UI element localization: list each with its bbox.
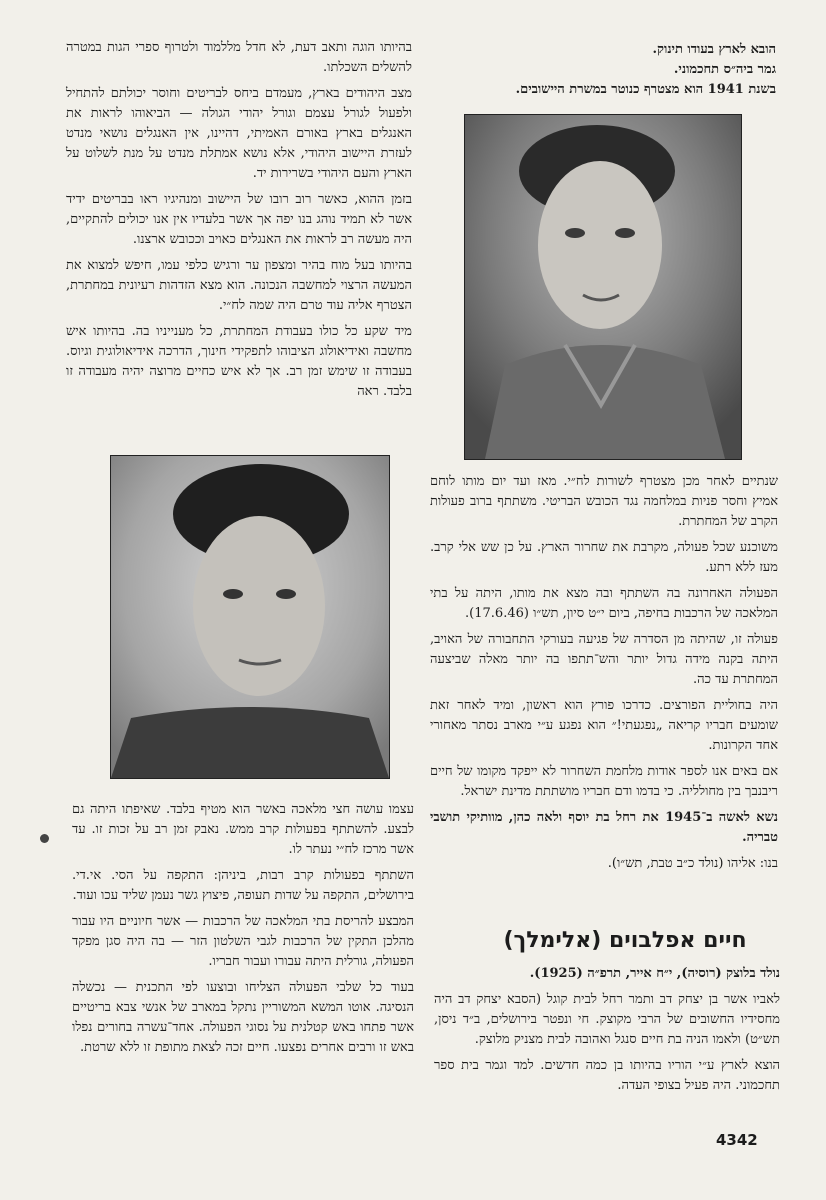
paragraph: בעוד כל שלבי הפעולה הצליחו ובוצעו לפי התכנית — נכשלה הנסיגה. אוטו המשא המשוריין נתקל במארב של אנשי צבא בריטיים אשר פתחו באש קטלנית על נסוגי הפעולה. אחד־עשרה בחורים נפלו באש זו ורבים אחרים נפצעו. חיים זכה לצאת מתופת זו ללא שרטת.: [72, 980, 414, 1055]
paragraph: הובא לארץ בעודו תינוק.: [652, 42, 776, 57]
portrait-photo-1: [464, 114, 742, 460]
paragraph: לאביו אשר בן יצחק דב ותמר רחל לבית קוגל (הסבא יצחק דב היה מחסידיו החשובים של הרבי מקוצק. חי ונפטר בירושלים, ב״ד ניסן, תש״ט) ולאמו הניה בת חיים סנגל ואהובה לבית מצניק מלוצק.: [434, 992, 780, 1047]
right-column-middle: [430, 472, 778, 880]
paragraph: מיד שקע כל כולו בעבודת המחתרת, כל מענייניו בה. בהיותו איש מחשבה ואידיאולוג הציבוהו לתפקידי חינוך, הדרכה אידיאולוגית וגיוס. בעבודה זו שימש זמן רב. אך לא איש כחיים מרוצה יהיה מעבודה זו בלבד. ראה: [66, 324, 412, 399]
paragraph: השתתף בפעולות קרב רבות, ביניהן: התקפה על הסי. אי.די. בירושלים, התקפה על שדות תעופה, פיצוץ גשר נעמן שליד עכו ועוד.: [72, 868, 414, 903]
paragraph: היה בחוליית הפורצים. כדרכו פורץ הוא ראשון, ומיד לאחר זאת שומעים חבריו קריאה „נפגעתי!״ הוא נפגע ע״י מארב נסתר מאחורי אחד הקרונות.: [430, 698, 778, 753]
page-number: 4342: [716, 1131, 758, 1149]
right-column-bottom: [434, 964, 780, 1102]
paragraph: בזמן ההוא, כאשר רוב רובו של היישוב ומנהיגיו ראו בבריטים ידיד אשר לא תמיד נוהג בנו יפה אך אשר בלעדיו אין אנו יכולים להתקיים, היה מעשה רב לראות את האנגלים כאויב וככובש ארצנו.: [66, 192, 412, 247]
paragraph: מצב היהודים בארץ, מעמדם ביחס לבריטים וחוסר יכולתם להתחיל ולפעול לגורל עצמם וגורל יהודי הגולה — הביאוהו לראות את האנגלים בארץ באורם האמיתי, דהיינו, אין האנגלים נושאי מנדט לעזרת היישוב היהודי, אלא נושא אמתלת מנדט על מנת לשלוט על הארץ והעם היהודי בשרירות יד.: [66, 86, 412, 181]
person-name-heading: חיים אפלבוים (אלימלך): [503, 928, 747, 953]
paragraph: משוכנע שכל פעולה, מקרבת את שחרור הארץ. על כן שש אלי קרב. מעז ללא רתע.: [430, 540, 778, 575]
paragraph: הפעולה האחרונה בה השתתף ובה מצא את מותו, היתה על בתי המלאכה של הרכבות בחיפה, ביום י״ט סיון, תש״ו (17.6.46).: [430, 586, 778, 621]
paragraph: גמר ביה״ס תחכמוני.: [673, 62, 776, 77]
paragraph: המבצע להריסת בתי המלאכה של הרכבות — אשר חיוניים היו עבור מהלכן התקין של הרכבות לגבי השלטון הזר — בה היה סגן מפקד הפעולה, גורלית היתה עבורו ועבור חבריו.: [72, 914, 414, 969]
paragraph: הוצא לארץ ע״י הוריו בהיותו בן כמה חדשים. למד וגמר בית ספר תחכמוני. היה פעיל בצופי העדה.: [434, 1058, 780, 1093]
margin-mark: [40, 834, 49, 843]
paragraph: שנתיים לאחר מכן מצטרף לשורות לח״י. מאז ועד יום מותו לוחם אמיץ וחסר פניות במלחמה נגד הכובש הבריטי. משתתף ברוב פעולות הקרב של המחתרת.: [430, 474, 778, 529]
right-column-top: [436, 40, 776, 100]
paragraph: בשנת 1941 הוא מצטרף כנוטר במשרת היישובים.: [515, 82, 776, 97]
portrait-image: [111, 456, 389, 778]
paragraph: פעולה זו, שהיתה מן הסדרה של פגיעה בעורקי התחבורה של האויב, היתה בקנה מידה גדול יותר והש־תתפו בה יותר מאלה שביצעה המחתרת עד כה.: [430, 632, 778, 687]
left-column-bottom: [72, 800, 414, 1064]
left-column-top: [66, 38, 412, 408]
paragraph: עצמו עושה חצי מלאכה באשר הוא מטיף בלבד. שאיפתו היתה גם לבצע. להשתתף בפעולות קרב ממש. נאבק זמן רב על זכות זו. עד אשר מרכז לח״י נעתר לו.: [72, 802, 414, 857]
paragraph: בהיותו הוגה ותאב דעת, לא חדל מללמוד ולטרוף ספרי הגות במטרה להשלים השכלתו.: [66, 40, 412, 75]
portrait-image: [465, 115, 741, 459]
paragraph: נולד בלוצק (רוסיה), י״ח אייר, תרפ״ה (1925).: [529, 966, 780, 981]
paragraph: נשא לאשה ב־1945 את רחל בת יוסף ולאה כהן, מוותיקי תושבי טבריה.: [430, 810, 778, 845]
paragraph: בהיותו בעל מוח בהיר ומצפון ער ורגיש כלפי עמו, חיפש למצוא את המעשה הרצוי למחשבה הנכונה. הוא מצא הזדהות רעיונית במחתרת, הצטרף אליה עוד טרם היה שמה לח״י.: [66, 258, 412, 313]
paragraph: אם באים אנו לספר אודות מלחמת השחרור לא ייפקד מקומו של חיים ריבנבך בין מחולליה. כי בדמו ודם חבריו מושתתת מדינת ישראל.: [430, 764, 778, 799]
portrait-photo-2: [110, 455, 390, 779]
paragraph: בנו: אליהו (נולד כ״ב טבת, תש״ו).: [607, 856, 778, 871]
